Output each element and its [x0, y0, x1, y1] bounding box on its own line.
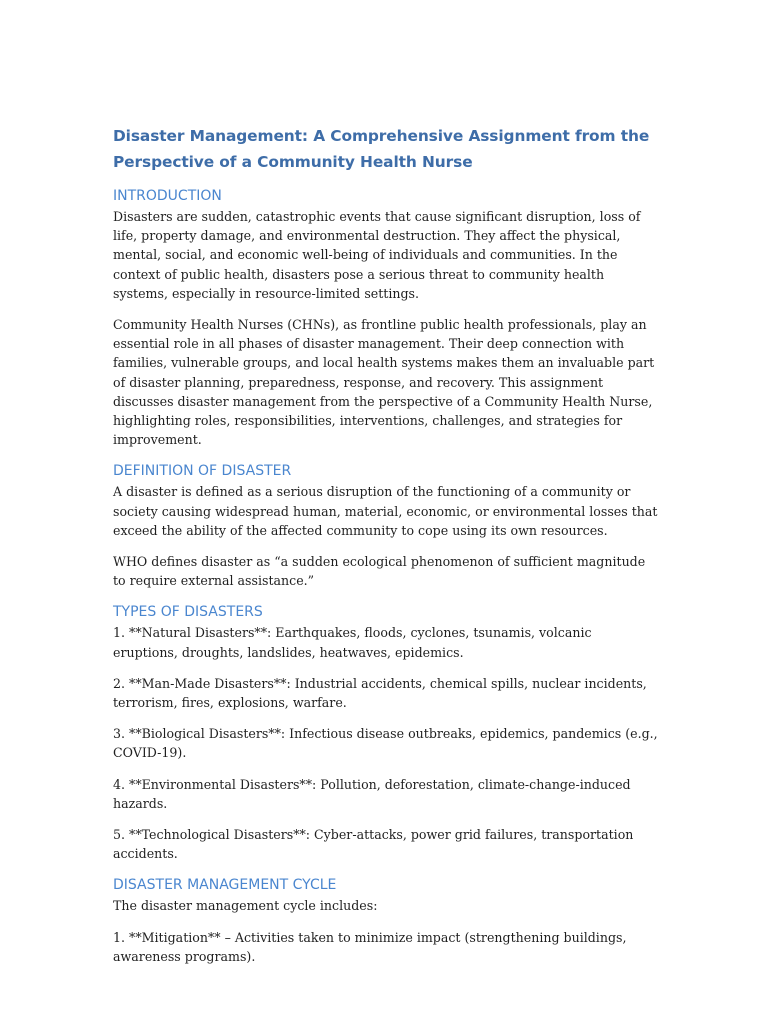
- paragraph: The disaster management cycle includes:: [113, 898, 378, 914]
- section-heading-cycle: DISASTER MANAGEMENT CYCLE: [113, 877, 337, 894]
- section-definition-of-disaster: [113, 461, 658, 590]
- paragraph: A disaster is defined as a serious disruption of the functioning of a community or society causing widespread human, material, economic, or environmental losses that exceed the ability of the affected community to cope using its own resources.: [113, 484, 658, 538]
- document-title: Disaster Management: A Comprehensive Assignment from the Perspective of a Community Health Nurse: [113, 127, 650, 171]
- section-heading-types: TYPES OF DISASTERS: [113, 604, 263, 621]
- section-heading-definition: DEFINITION OF DISASTER: [113, 463, 292, 480]
- paragraph: Community Health Nurses (CHNs), as frontline public health professionals, play an essential role in all phases of disaster management. Their deep connection with families, vulnerable groups, and local health systems makes them an invaluable part of disaster planning, preparedness, response, and recovery. This assignment discusses disaster management from the perspective of a Community Health Nurse, highlighting roles, responsibilities, interventions, challenges, and strategies for improvement.: [113, 317, 655, 448]
- section-heading-introduction: INTRODUCTION: [113, 188, 222, 204]
- section-types-of-disasters: [113, 602, 658, 863]
- section-disaster-management-cycle: [113, 875, 658, 966]
- list-item: 1. **Natural Disasters**: Earthquakes, floods, cyclones, tsunamis, volcanic eruptions, droughts, landslides, heatwaves, epidemics.: [113, 625, 592, 660]
- list-item: 4. **Environmental Disasters**: Pollution, deforestation, climate-change-induced hazards.: [113, 776, 631, 811]
- list-item: 3. **Biological Disasters**: Infectious disease outbreaks, epidemics, pandemics (e.g., COVID-19).: [113, 726, 658, 761]
- list-item: 5. **Technological Disasters**: Cyber-attacks, power grid failures, transportation accidents.: [113, 827, 634, 862]
- list-item: 2. **Man-Made Disasters**: Industrial accidents, chemical spills, nuclear incidents, terrorism, fires, explosions, warfare.: [113, 675, 647, 711]
- paragraph: WHO defines disaster as “a sudden ecological phenomenon of sufficient magnitude to require external assistance.”: [113, 554, 646, 589]
- section-introduction: [113, 186, 658, 449]
- list-item: 1. **Mitigation** – Activities taken to minimize impact (strengthening buildings, awareness programs).: [113, 929, 627, 964]
- document-page: [113, 124, 658, 978]
- paragraph: Disasters are sudden, catastrophic events that cause significant disruption, loss of life, property damage, and environmental destruction. They affect the physical, mental, social, and economic well-being of individuals and communities. In the context of public health, disasters pose a serious threat to community health systems, especially in resource-limited settings.: [113, 209, 641, 301]
